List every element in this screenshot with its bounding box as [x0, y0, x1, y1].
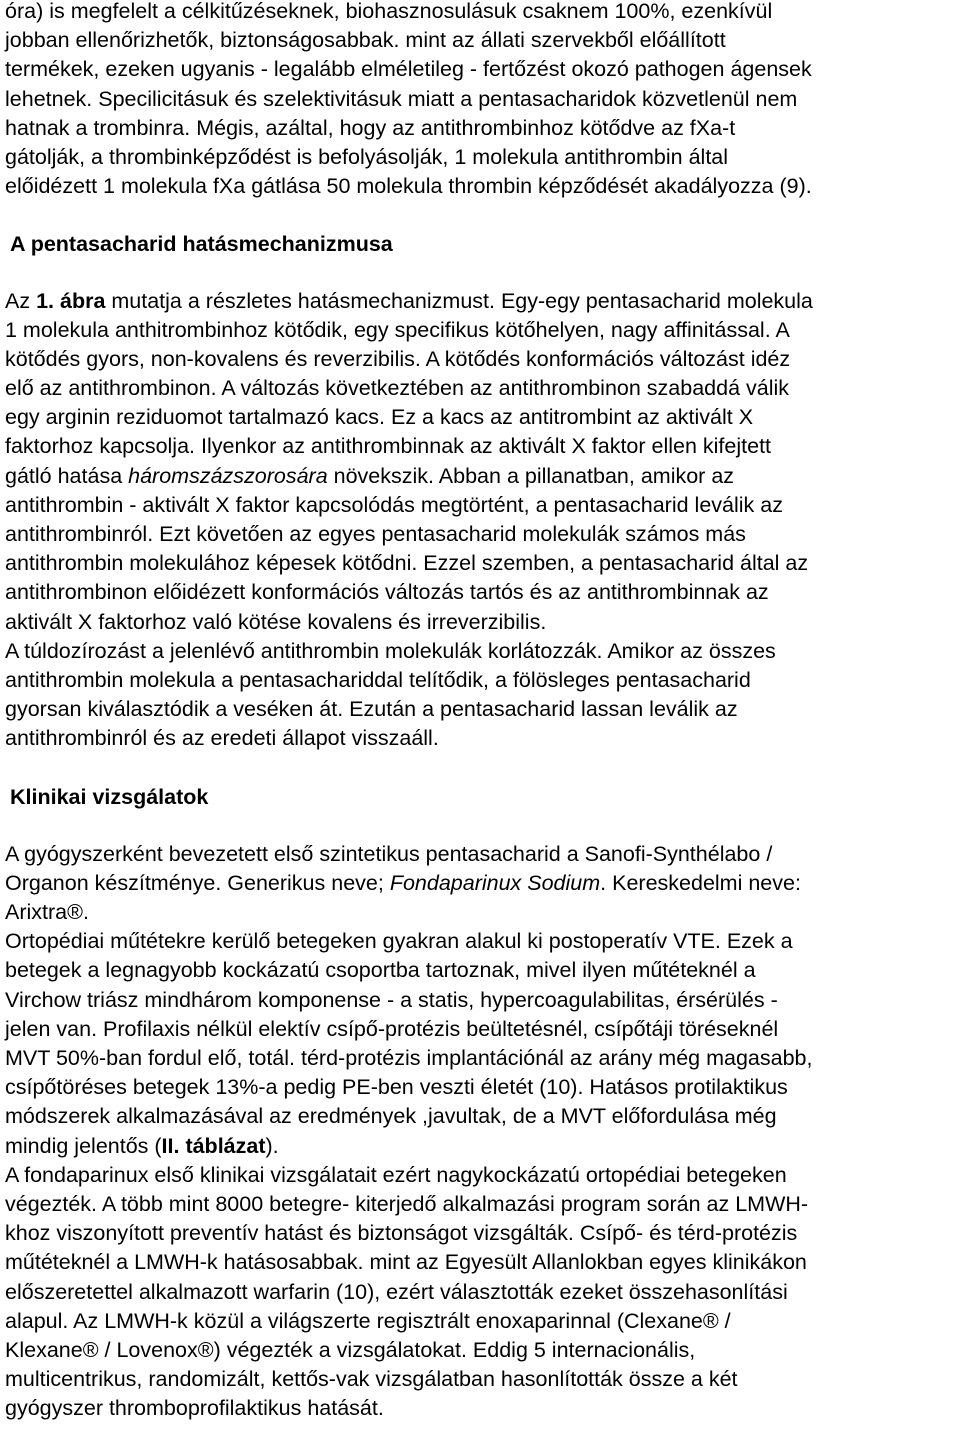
section-heading-clinical: Klinikai vizsgálatok	[10, 784, 209, 809]
text-line: Klexane® / Lovenox®) végezték a vizsgálatokat. Eddig 5 internacionális,	[5, 1337, 696, 1362]
text-line: antithrombinról és az eredeti állapot visszaáll.	[5, 726, 439, 751]
text-line: műtéteknél a LMWH-k hatásosabbak. mint az Egyesült Allanlokban egyes klinikákon	[5, 1250, 807, 1275]
text-line: betegek a legnagyobb kockázatú csoportba tartoznak, mivel ilyen műtéteknél a	[5, 958, 756, 983]
text-line: egy arginin reziduomot tartalmazó kacs. Ez a kacs az antitrombint az aktivált X	[5, 405, 754, 430]
text-line: antithrombin - aktivált X faktor kapcsolódás megtörtént, a pentasacharid leválik az	[5, 492, 783, 517]
text-line: Arixtra®.	[5, 900, 89, 925]
text-line: jelen van. Profilaxis nélkül elektív csípő-protézis beültetésnél, csípőtáji töréseknél	[5, 1016, 779, 1041]
text-line: A gyógyszerként bevezetett első szintetikus pentasacharid a Sanofi-Synthélabo /	[5, 841, 773, 866]
text-line: multicentrikus, randomizált, kettős-vak vizsgálatban hasonlították össze a két	[5, 1367, 738, 1392]
document-page	[5, 0, 958, 1423]
figure-reference: 1. ábra	[36, 288, 106, 313]
text-line: alapul. Az LMWH-k közül a világszerte regisztrált enoxaparinnal (Clexane® /	[5, 1308, 731, 1333]
text-line: gátló hatása háromszázszorosára növekszik. Abban a pillanatban, amikor az	[5, 463, 735, 488]
text-line: óra) is megfelelt a célkitűzéseknek, biohasznosulásuk csaknem 100%, ezenkívül	[5, 0, 773, 23]
text-line: antithrombinon előidézett konformációs változás tartós és az antithrombinnak az	[5, 580, 769, 605]
text-line: termékek, ezeken ugyanis - legalább elméletileg - fertőzést okozó pathogen ágensek	[5, 57, 812, 82]
text-line: gyorsan kiválasztódik a veséken át. Ezután a pentasacharid lassan leválik az	[5, 697, 738, 722]
text-line: 1 molekula anthitrombinhoz kötődik, egy specifikus kötőhelyen, nagy affinitással. A	[5, 317, 790, 342]
text-line: Ortopédiai műtétekre kerülő betegeken gyakran alakul ki postoperatív VTE. Ezek a	[5, 929, 793, 954]
text-line: MVT 50%-ban fordul elő, totál. térd-protézis implantációnál az arány még magasabb,	[5, 1046, 813, 1070]
text-line: A fondaparinux első klinikai vizsgálatait ezért nagykockázatú ortopédiai betegeken	[5, 1162, 787, 1187]
text-line: khoz viszonyított preventív hatást és biztonságot vizsgálták. Csípő- és térd-protézis	[5, 1221, 798, 1246]
text-line: A túldozírozást a jelenlévő antithrombin molekulák korlátozzák. Amikor az összes	[5, 638, 776, 663]
text-line: mindig jelentős (II. táblázat).	[5, 1133, 279, 1158]
text-line: végezték. A több mint 8000 betegre- kiterjedő alkalmazási program során az LMWH-	[5, 1191, 809, 1216]
table-reference: II. táblázat	[161, 1133, 266, 1158]
paragraph-clinical	[5, 840, 958, 1161]
text-line: Virchow triász mindhárom komponense - a statis, hypercoagulabilitas, érsérülés -	[5, 987, 778, 1012]
emphasis-text: háromszázszorosára	[128, 463, 328, 488]
paragraph-intro	[5, 0, 958, 201]
text-line: elő az antithrombinon. A változás következtében az antithrombinon szabaddá válik	[5, 376, 790, 401]
text-line: antithrombin molekula a pentasachariddal telítődik, a fölösleges pentasacharid	[5, 667, 751, 692]
text-line: gyógyszer thromboprofilaktikus hatását.	[5, 1396, 384, 1421]
paragraph-trials	[5, 1161, 958, 1424]
text-line: lehetnek. Specilicitásuk és szelektivitásuk miatt a pentasacharidok közvetlenül nem	[5, 86, 798, 111]
text-line: Az 1. ábra mutatja a részletes hatásmechanizmust. Egy-egy pentasacharid molekula	[5, 288, 813, 313]
text-line: gátolják, a thrombinképződést is befolyásolják, 1 molekula antithrombin által	[5, 144, 729, 169]
text-line: antithrombin molekulához képesek kötődni. Ezzel szemben, a pentasacharid által az	[5, 551, 809, 576]
text-line: csípőtöréses betegek 13%-a pedig PE-ben veszti életét (10). Hatásos protilaktikus	[5, 1075, 788, 1100]
text-line: kötődés gyors, non-kovalens és reverzibilis. A kötődés konformációs változást idéz	[5, 346, 791, 371]
paragraph-mechanism	[5, 287, 958, 754]
section-heading-mechanism: A pentasacharid hatásmechanizmusa	[10, 232, 393, 257]
text-line: Organon készítménye. Generikus neve; Fondaparinux Sodium. Kereskedelmi neve:	[5, 870, 801, 895]
text-line: antithrombinról. Ezt követően az egyes pentasacharid molekulák számos más	[5, 522, 746, 546]
emphasis-text: Fondaparinux Sodium	[389, 870, 601, 895]
text-line: aktivált X faktorhoz való kötése kovalens és irreverzibilis.	[5, 609, 547, 634]
text-line: hatnak a trombinra. Mégis, azáltal, hogy az antithrombinhoz kötődve az fXa-t	[5, 115, 736, 140]
text-line: előszeretettel alkalmazott warfarin (10), ezért választották ezeket összehasonlítási	[5, 1279, 788, 1304]
text-line: módszerek alkalmazásával az eredmények ,javultak, de a MVT előfordulása még	[5, 1104, 777, 1129]
text-line: előidézett 1 molekula fXa gátlása 50 molekula thrombin képződését akadályozza (9).	[5, 174, 812, 199]
text-line: jobban ellenőrizhetők, biztonságosabbak. mint az állati szervekből előállított	[5, 28, 726, 53]
text-line: faktorhoz kapcsolja. Ilyenkor az antithrombinnak az aktivált X faktor ellen kifejtett	[5, 434, 772, 459]
